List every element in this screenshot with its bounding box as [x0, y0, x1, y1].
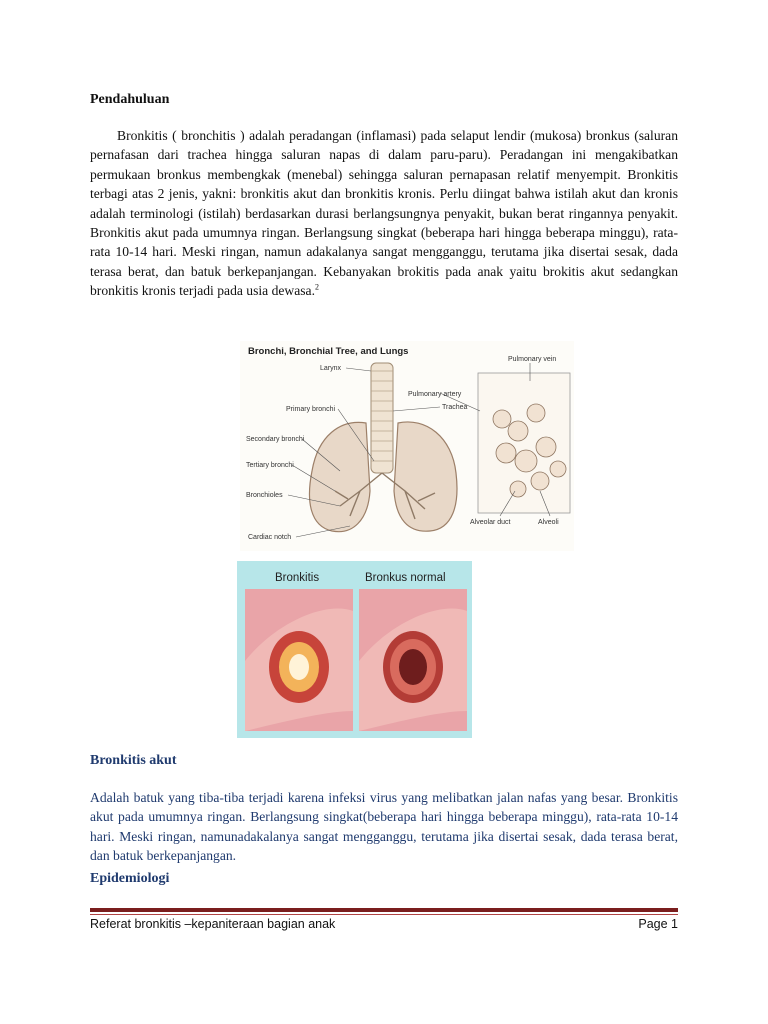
label-secondary-bronchi: Secondary bronchi	[246, 436, 305, 443]
page-number: Page 1	[638, 917, 678, 931]
section-heading-intro: Pendahuluan	[90, 92, 170, 107]
section-heading-acute: Bronkitis akut	[90, 753, 177, 768]
label-pulmonary-vein: Pulmonary vein	[508, 356, 557, 363]
footer-title: Referat bronkitis –kepaniteraan bagian anak	[90, 917, 336, 931]
label-alveoli: Alveoli	[538, 519, 559, 526]
footnote-marker: 2	[315, 282, 319, 292]
label-bronchioles: Bronchioles	[246, 492, 283, 499]
label-primary-bronchi: Primary bronchi	[286, 406, 336, 413]
diagram-title: Bronchi, Bronchial Tree, and Lungs	[248, 346, 409, 357]
label-trachea: Trachea	[442, 404, 468, 411]
lungs-diagram-figure	[240, 341, 574, 551]
label-cardiac-notch: Cardiac notch	[248, 534, 292, 541]
section-heading-epidemiology: Epidemiologi	[90, 871, 170, 886]
label-pulmonary-artery: Pulmonary artery	[408, 391, 462, 398]
label-larynx: Larynx	[320, 365, 342, 372]
acute-paragraph: Adalah batuk yang tiba-tiba terjadi karena infeksi virus yang melibatkan jalan nafas yang besar. Bronkitis akut pada umumnya ringan. Berlangsung singkat(beberapa hari hingga beberapa minggu), rata-rata 10-14 hari. Meski ringan, namunadakalanya sangat mengganggu, terutama jika disertai sesak, dada terasa berat, dan batuk berkepanjangan.	[90, 790, 678, 864]
label-bronkus-normal: Bronkus normal	[365, 572, 446, 584]
comparison-svg	[237, 561, 472, 738]
footer-rule	[90, 908, 678, 912]
footer-rule-thin	[90, 914, 678, 915]
label-tertiary-bronchi: Tertiary bronchi	[246, 462, 294, 469]
label-bronkitis: Bronkitis	[275, 572, 320, 584]
bronchitis-comparison-figure	[237, 561, 472, 738]
lungs-diagram-svg	[240, 341, 574, 551]
intro-paragraph	[90, 126, 678, 301]
label-alveolar-duct: Alveolar duct	[470, 519, 511, 526]
intro-text: Bronkitis ( bronchitis ) adalah peradangan (inflamasi) pada selaput lendir (mukosa) bronkus (saluran pernafasan dari trachea hingga saluran napas di dalam paru-paru). Peradangan ini mengakibatkan permukaan bronkus membengkak (menebal) sehingga saluran pernapasan relatif menyempit. Bronkitis terbagi atas 2 jenis, yakni: bronkitis akut dan bronkitis kronis. Perlu diingat bahwa istilah akut dan kronis adalah terminologi (istilah) berdasarkan durasi berlangsungnya penyakit, bukan berat ringannya penyakit. Bronkitis akut pada umumnya ringan. Berlangsung singkat (beberapa hari hingga beberapa minggu), rata-rata 10-14 hari. Meski ringan, namun adakalanya sangat mengganggu, terutama jika disertai sesak, dada terasa berat, dan batuk berkepanjangan. Kebanyakan brokitis pada anak yaitu brokitis akut sedangkan bronkitis kronis terjadi pada usia dewasa.	[90, 128, 678, 299]
